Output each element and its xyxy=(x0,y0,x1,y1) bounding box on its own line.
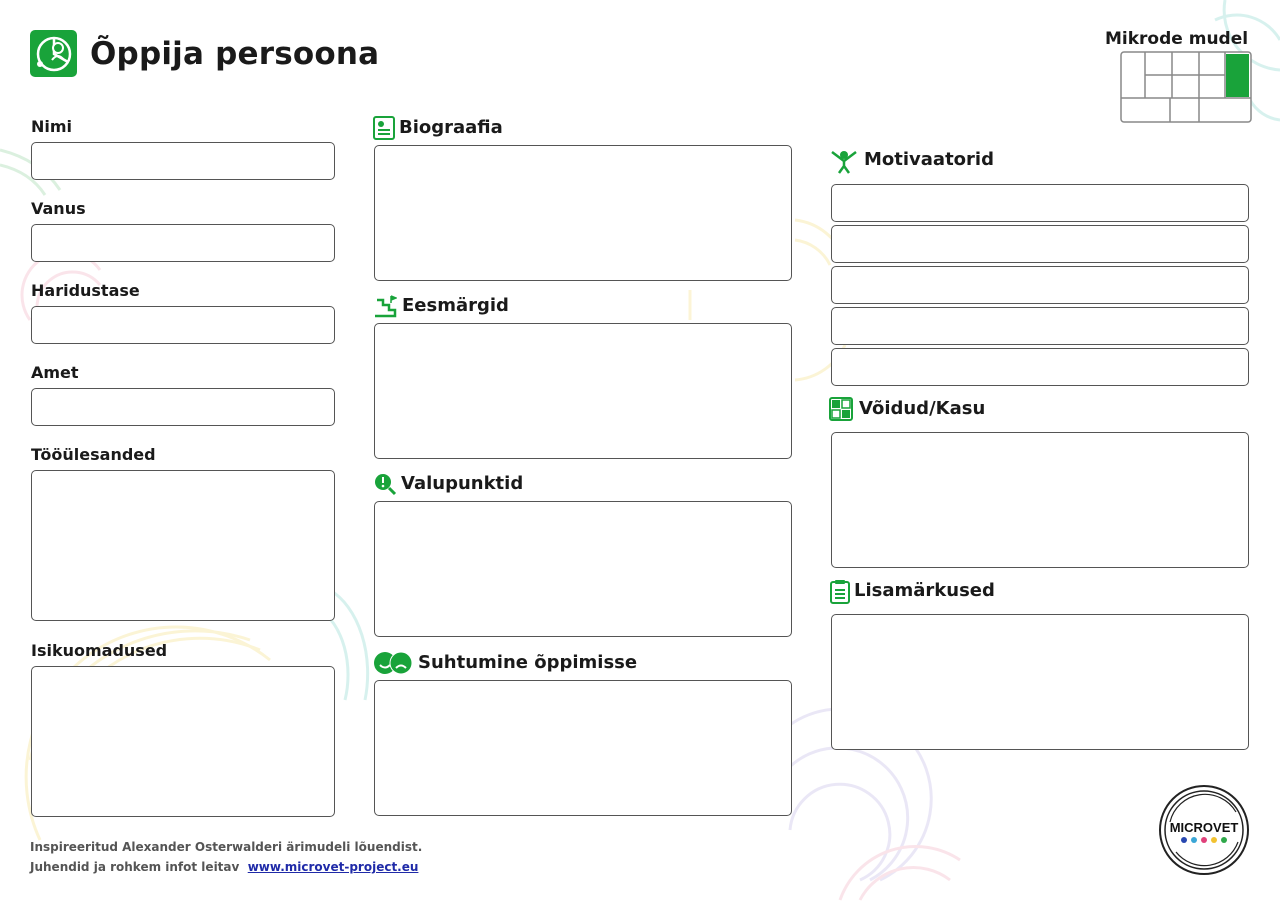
microvet-logo-text: MICROVET xyxy=(1169,820,1239,835)
job-label: Amet xyxy=(31,363,79,382)
pain-points-field[interactable] xyxy=(374,501,792,637)
gains-field[interactable] xyxy=(831,432,1249,568)
gains-grid-icon xyxy=(829,397,853,421)
persona-icon xyxy=(30,30,77,77)
age-field[interactable] xyxy=(31,224,335,262)
job-field[interactable] xyxy=(31,388,335,426)
footer-info xyxy=(30,860,418,874)
traits-field[interactable] xyxy=(31,666,335,817)
goals-title: Eesmärgid xyxy=(402,295,509,316)
motivator-figure-icon xyxy=(829,148,859,174)
motivator-field-1[interactable] xyxy=(831,184,1249,222)
name-field[interactable] xyxy=(31,142,335,180)
biography-field[interactable] xyxy=(374,145,792,281)
biography-title: Biograafia xyxy=(399,117,503,138)
age-label: Vanus xyxy=(31,199,86,218)
persona-logo xyxy=(30,30,77,77)
tasks-field[interactable] xyxy=(31,470,335,621)
model-title: Mikrode mudel xyxy=(1105,29,1249,49)
magnifier-icon xyxy=(373,472,397,496)
gains-title: Võidud/Kasu xyxy=(859,398,986,419)
motivator-field-2[interactable] xyxy=(831,225,1249,263)
motivators-title: Motivaatorid xyxy=(864,149,994,170)
microvet-logo xyxy=(1156,782,1252,878)
notes-field[interactable] xyxy=(831,614,1249,750)
pain-points-title: Valupunktid xyxy=(401,473,524,494)
attitude-field[interactable] xyxy=(374,680,792,816)
footer-link[interactable]: www.microvet-project.eu xyxy=(247,860,419,874)
attitude-title: Suhtumine õppimisse xyxy=(418,652,638,673)
document-icon xyxy=(373,116,395,140)
education-field[interactable] xyxy=(31,306,335,344)
goals-field[interactable] xyxy=(374,323,792,459)
traits-label: Isikuomadused xyxy=(31,641,168,660)
model-grid-icon xyxy=(1120,51,1252,123)
tasks-label: Tööülesanded xyxy=(31,445,156,464)
faces-icon xyxy=(373,651,413,675)
motivator-field-4[interactable] xyxy=(831,307,1249,345)
motivator-field-5[interactable] xyxy=(831,348,1249,386)
name-label: Nimi xyxy=(31,117,73,136)
notepad-icon xyxy=(830,579,850,604)
motivator-field-3[interactable] xyxy=(831,266,1249,304)
footer-info-text: Juhendid ja rohkem infot leitav xyxy=(30,860,240,874)
education-label: Haridustase xyxy=(31,281,140,300)
notes-title: Lisamärkused xyxy=(854,580,995,601)
stairs-flag-icon xyxy=(373,294,397,318)
page-title: Õppija persoona xyxy=(90,36,380,72)
footer-credit: Inspireeritud Alexander Osterwalderi ärimudeli lõuendist. xyxy=(30,840,423,854)
